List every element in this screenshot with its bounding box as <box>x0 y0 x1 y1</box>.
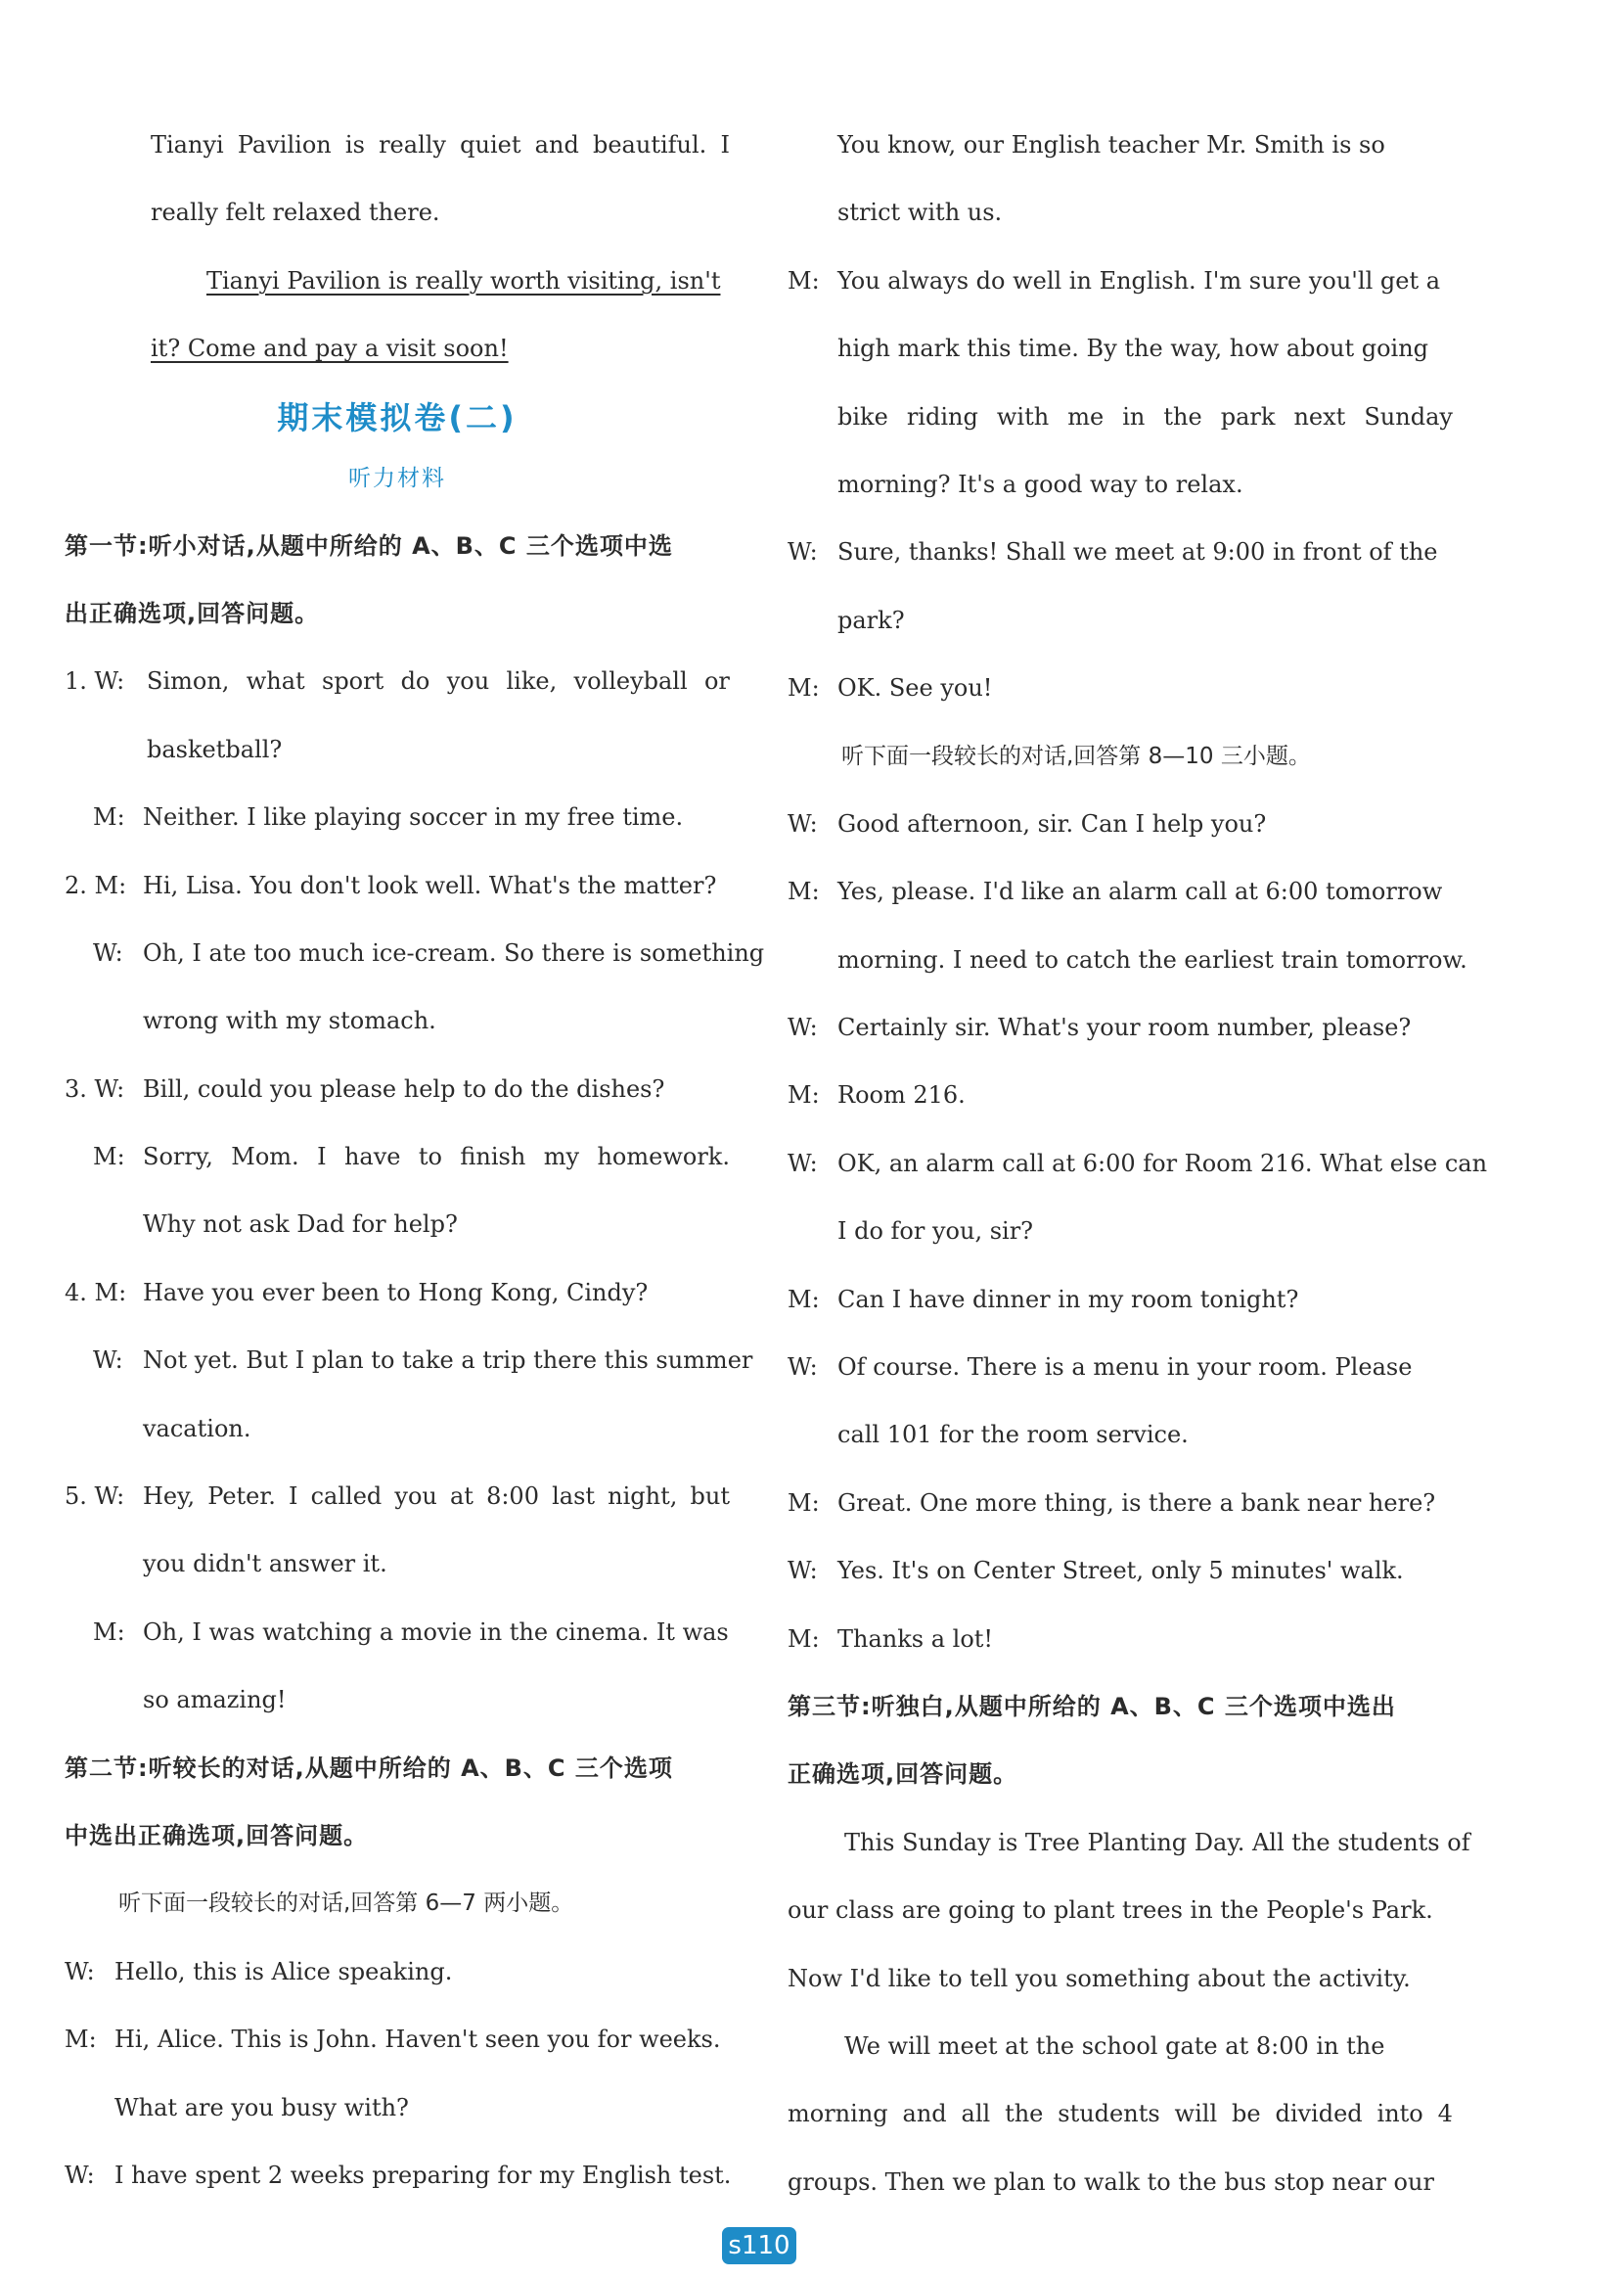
dialogue-text: Yes, please. I'd like an alarm call at 6:00 tomorrow <box>837 878 1443 906</box>
dialogue-line <box>65 2146 730 2213</box>
speaker-label: M: <box>788 266 820 295</box>
dialogue-line <box>788 1066 1453 1133</box>
word: Simon, <box>147 667 230 696</box>
paragraph-line: groups. Then we plan to walk to the bus stop near our <box>788 2167 1434 2196</box>
dialogue-line: wrong with my stomach. <box>143 1007 436 1035</box>
speaker-label: M: <box>788 674 820 703</box>
dialogue-line: What are you busy with? <box>114 2093 409 2121</box>
word: and <box>902 2100 947 2128</box>
dialogue-text: You always do well in English. I'm sure you'll get a <box>837 266 1441 295</box>
speaker-label: M: <box>788 1081 820 1110</box>
dialogue-text: I have spent 2 weeks preparing for my English test. <box>114 2161 732 2189</box>
word: Peter. <box>207 1482 276 1511</box>
dialogue-line <box>788 1134 1488 1202</box>
dialogue-text: Sure, thanks! Shall we meet at 9:00 in front of the <box>837 538 1438 567</box>
word: you <box>394 1482 437 1511</box>
exam-title: 期末模拟卷(二) <box>277 398 518 436</box>
text-line <box>65 251 730 319</box>
dialogue-line <box>788 1474 1453 1541</box>
speaker-label: W: <box>788 1557 818 1585</box>
speaker-label: M: <box>93 1617 125 1646</box>
dialogue-text: Great. One more thing, is there a bank near here? <box>837 1488 1436 1517</box>
word: Pavilion <box>237 131 332 159</box>
justified-line <box>151 115 730 174</box>
dialogue-text: Oh, I was watching a movie in the cinema. It was <box>143 1617 729 1646</box>
speaker-label: 4. M: <box>65 1278 127 1306</box>
word: I <box>288 1482 298 1511</box>
dialogue-line <box>788 387 1453 455</box>
dialogue-line <box>788 1610 1453 1677</box>
dialogue-text: Not yet. But I plan to take a trip there this summer <box>143 1346 753 1375</box>
section-heading: 第三节:听独白,从题中所给的 A、B、C 三个选项中选出 <box>788 1692 1396 1720</box>
speaker-label: M: <box>788 1488 820 1517</box>
dialogue-text: Thanks a lot! <box>837 1624 994 1653</box>
dialogue-line: You know, our English teacher Mr. Smith is so <box>837 131 1385 159</box>
dialogue-text: Hi, Lisa. You don't look well. What's the matter? <box>143 871 717 899</box>
dialogue-line <box>65 652 730 719</box>
word: but <box>690 1482 730 1511</box>
speaker-label: W: <box>788 538 818 567</box>
word: Sunday <box>1364 402 1453 431</box>
underlined-answer: Tianyi Pavilion is really worth visiting, isn't <box>206 266 721 295</box>
section-heading: 第二节:听较长的对话,从题中所给的 A、B、C 三个选项 <box>65 1754 673 1782</box>
paragraph-line: This Sunday is Tree Planting Day. All the students of <box>844 1828 1470 1856</box>
word: Mom. <box>231 1143 299 1171</box>
speaker-label: W: <box>788 1353 818 1382</box>
dialogue-line: morning? It's a good way to relax. <box>837 470 1243 498</box>
word: will <box>1174 2100 1218 2128</box>
text-line <box>65 115 730 183</box>
dialogue-line: so amazing! <box>143 1686 287 1714</box>
word: riding <box>906 402 978 431</box>
word: like, <box>506 667 558 696</box>
word: the <box>1163 402 1202 431</box>
dialogue-line: I do for you, sir? <box>837 1217 1034 1246</box>
dialogue-text: OK, an alarm call at 6:00 for Room 216. What else can <box>837 1149 1488 1177</box>
speaker-label: 3. W: <box>65 1074 125 1103</box>
dialogue-line <box>788 1338 1453 1405</box>
text-line <box>65 319 730 387</box>
word: sport <box>322 667 384 696</box>
instruction-line: 听下面一段较长的对话,回答第 6—7 两小题。 <box>118 1891 574 1917</box>
dialogue-line <box>788 659 1453 726</box>
section-subtitle: 听力材料 <box>348 465 446 491</box>
dialogue-text: Certainly sir. What's your room number, please? <box>837 1014 1412 1042</box>
speaker-label: W: <box>65 2161 95 2189</box>
dialogue-line <box>65 1263 730 1331</box>
word: with <box>996 402 1050 431</box>
word: my <box>543 1143 580 1171</box>
word: homework. <box>597 1143 730 1171</box>
word: into <box>1376 2100 1423 2128</box>
justified-line <box>837 387 1453 446</box>
section-heading: 中选出正确选项,回答问题。 <box>65 1821 369 1849</box>
dialogue-text: Hi, Alice. This is John. Haven't seen you for weeks. <box>114 2026 721 2054</box>
dialogue-line: vacation. <box>143 1414 251 1442</box>
speaker-label: M: <box>788 1285 820 1313</box>
dialogue-line <box>65 1942 730 2010</box>
dialogue-line <box>788 523 1453 590</box>
dialogue-line <box>65 1603 730 1670</box>
speaker-label: 5. W: <box>65 1482 125 1511</box>
word: the <box>1005 2100 1044 2128</box>
word: do <box>400 667 430 696</box>
dialogue-text: Room 216. <box>837 1081 966 1110</box>
speaker-label: W: <box>788 1149 818 1177</box>
speaker-label: 2. M: <box>65 871 127 899</box>
dialogue-line <box>788 862 1453 930</box>
speaker-label: W: <box>788 809 818 838</box>
text-line: really felt relaxed there. <box>151 199 440 227</box>
word: you <box>446 667 490 696</box>
paragraph-line: We will meet at the school gate at 8:00 in the <box>844 2031 1385 2060</box>
dialogue-line <box>65 1127 730 1195</box>
word: bike <box>837 402 888 431</box>
word: I <box>317 1143 327 1171</box>
word: called <box>310 1482 383 1511</box>
word: 8:00 <box>486 1482 539 1511</box>
dialogue-line <box>788 795 1453 862</box>
dialogue-text: Have you ever been to Hong Kong, Cindy? <box>143 1278 649 1306</box>
dialogue-text: Oh, I ate too much ice-cream. So there is something <box>143 938 765 967</box>
dialogue-text: Neither. I like playing soccer in my free time. <box>143 803 684 832</box>
justified-line <box>147 652 730 719</box>
word: in <box>1122 402 1146 431</box>
speaker-label: W: <box>93 1346 123 1375</box>
page-number-badge: s110 <box>722 2227 796 2264</box>
word: quiet <box>460 131 521 159</box>
dialogue-line: park? <box>837 606 905 634</box>
justified-line <box>143 1127 730 1195</box>
word: at <box>449 1482 474 1511</box>
section-heading: 正确选项,回答问题。 <box>788 1760 1018 1789</box>
dialogue-line <box>788 998 1453 1066</box>
word: is <box>344 131 365 159</box>
dialogue-text: OK. See you! <box>837 674 993 703</box>
dialogue-line <box>65 1060 730 1127</box>
dialogue-line <box>788 1541 1453 1609</box>
justified-line <box>143 1467 730 1534</box>
speaker-label: 1. W: <box>65 667 125 696</box>
word: really <box>379 131 446 159</box>
dialogue-line: high mark this time. By the way, how about going <box>837 335 1429 363</box>
word: 4 <box>1437 2100 1453 2128</box>
word: morning <box>788 2100 888 2128</box>
dialogue-line <box>65 924 765 991</box>
dialogue-line <box>788 1270 1453 1338</box>
speaker-label: M: <box>65 2026 97 2054</box>
left-column <box>65 115 765 2213</box>
dialogue-text: Hello, this is Alice speaking. <box>114 1957 453 1985</box>
speaker-label: W: <box>788 1014 818 1042</box>
word: what <box>246 667 305 696</box>
dialogue-line <box>65 1331 753 1398</box>
word: Sorry, <box>143 1143 213 1171</box>
underlined-answer: it? Come and pay a visit soon! <box>151 335 509 363</box>
word: beautiful. <box>592 131 707 159</box>
speaker-label: W: <box>93 938 123 967</box>
dialogue-line: Why not ask Dad for help? <box>143 1210 458 1239</box>
dialogue-line <box>65 856 730 924</box>
word: or <box>703 667 730 696</box>
dialogue-line <box>788 251 1453 319</box>
paragraph-line <box>788 2084 1453 2152</box>
section-heading: 出正确选项,回答问题。 <box>65 599 320 627</box>
dialogue-line: basketball? <box>147 735 283 763</box>
instruction-line: 听下面一段较长的对话,回答第 8—10 三小题。 <box>841 743 1311 769</box>
word: Tianyi <box>151 131 224 159</box>
dialogue-line: call 101 for the room service. <box>837 1421 1189 1449</box>
justified-line <box>788 2084 1453 2143</box>
dialogue-text: Of course. There is a menu in your room. Please <box>837 1353 1413 1382</box>
speaker-label: M: <box>788 1624 820 1653</box>
dialogue-line: you didn't answer it. <box>143 1550 387 1578</box>
speaker-label: M: <box>93 803 125 832</box>
word: me <box>1067 402 1105 431</box>
right-column <box>788 115 1488 2220</box>
word: next <box>1293 402 1346 431</box>
word: divided <box>1275 2100 1363 2128</box>
word: night, <box>608 1482 678 1511</box>
dialogue-line <box>65 788 730 855</box>
word: Hey, <box>143 1482 196 1511</box>
word: and <box>534 131 579 159</box>
word: have <box>343 1143 401 1171</box>
word: last <box>552 1482 596 1511</box>
dialogue-text: Can I have dinner in my room tonight? <box>837 1285 1299 1313</box>
section-heading: 第一节:听小对话,从题中所给的 A、B、C 三个选项中选 <box>65 531 673 560</box>
word: all <box>961 2100 991 2128</box>
word: volleyball <box>573 667 688 696</box>
dialogue-text: Good afternoon, sir. Can I help you? <box>837 809 1267 838</box>
word: park <box>1220 402 1276 431</box>
dialogue-line <box>65 2010 730 2077</box>
word: students <box>1058 2100 1160 2128</box>
dialogue-line: morning. I need to catch the earliest train tomorrow. <box>837 945 1467 974</box>
speaker-label: W: <box>65 1957 95 1985</box>
dialogue-text: Yes. It's on Center Street, only 5 minutes' walk. <box>837 1557 1404 1585</box>
dialogue-line: strict with us. <box>837 199 1003 227</box>
word: be <box>1232 2100 1261 2128</box>
word: I <box>720 131 730 159</box>
paragraph-line: Now I'd like to tell you something about the activity. <box>788 1964 1411 1992</box>
word: finish <box>460 1143 526 1171</box>
speaker-label: M: <box>93 1143 125 1171</box>
speaker-label: M: <box>788 878 820 906</box>
dialogue-line <box>65 1467 730 1534</box>
word: to <box>418 1143 442 1171</box>
paragraph-line: our class are going to plant trees in the People's Park. <box>788 1896 1433 1925</box>
dialogue-text: Bill, could you please help to do the dishes? <box>143 1074 665 1103</box>
